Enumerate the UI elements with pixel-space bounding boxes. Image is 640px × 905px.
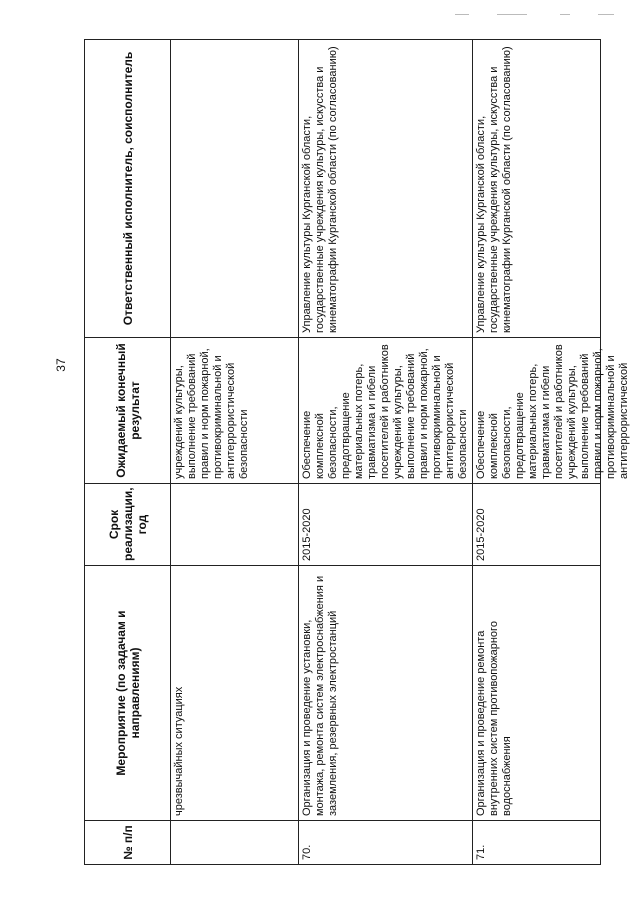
row-activity: Организация и проведение ремонта внутренних систем противопожарного водоснабжения <box>473 566 601 821</box>
table-row <box>299 40 473 865</box>
row-executor: Управление культуры Курганской области, государственные учреждения культуры, искусства и кинематографии Курганской области (по согласованию) <box>473 40 601 338</box>
row-result-text: Обеспечение комплексной безопасности, предотвращение материальных потерь, травматизма и гибели посетителей и работников учреждений культуры, выполнение требований правил и норм пожарной, противокриминальной и антитеррористической <box>475 344 630 479</box>
row-num <box>171 821 299 865</box>
table-header-row <box>85 40 171 865</box>
scan-mark <box>455 14 469 15</box>
header-term: Срок реализации, год <box>85 484 171 566</box>
scan-mark <box>497 14 527 15</box>
row-executor: Управление культуры Курганской области, государственные учреждения культуры, искусства и кинематографии Курганской области (по согласованию) <box>299 40 473 338</box>
activities-table <box>84 39 630 865</box>
row-activity: Организация и проведение установки, монтажа, ремонта систем электроснабжения и заземления, резервных электростанций <box>299 566 473 821</box>
header-activity: Мероприятие (по задачам и направлениям) <box>85 566 171 821</box>
scan-mark <box>598 14 614 15</box>
table-row <box>473 40 601 865</box>
row-term <box>171 484 299 566</box>
header-num: № п/п <box>85 821 171 865</box>
table-row <box>171 40 299 865</box>
row-executor <box>171 40 299 338</box>
row-result: учреждений культуры, выполнение требований правил и норм пожарной, противокриминальной и антитеррористической безопасности <box>171 338 299 484</box>
row-activity: чрезвычайных ситуациях <box>171 566 299 821</box>
rotated-table-container <box>84 40 630 865</box>
scan-mark <box>560 14 570 15</box>
row-num: 70. <box>299 821 473 865</box>
row-term: 2015-2020 <box>473 484 601 566</box>
header-result: Ожидаемый конечный результат <box>85 338 171 484</box>
header-executor: Ответственный исполнитель, соисполнитель <box>85 40 171 338</box>
row-result: Обеспечение комплексной безопасности, предотвращение материальных потерь, травматизма и гибели посетителей и работников учреждений культуры, выполнение требований правил и норм пожарной, противокриминальной и антитеррористической безопасности <box>299 338 473 484</box>
row-term: 2015-2020 <box>299 484 473 566</box>
row-result <box>473 338 630 484</box>
page-number: 37 <box>54 358 68 372</box>
row-num: 71. <box>473 821 601 865</box>
